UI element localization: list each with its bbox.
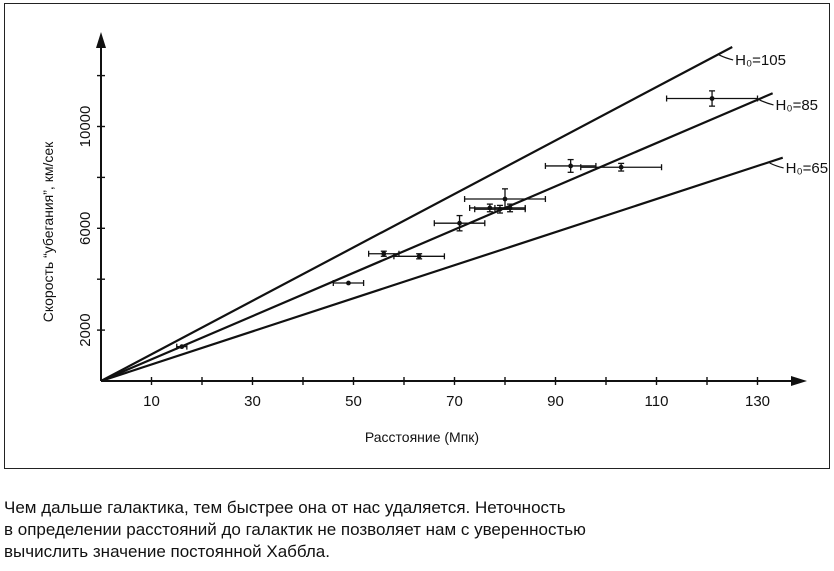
- line-label-pointer: [760, 100, 774, 105]
- point-marker: [179, 344, 184, 349]
- data-point: [394, 253, 445, 259]
- x-tick-label: 30: [244, 393, 261, 410]
- hubble-line: [101, 158, 783, 381]
- point-marker: [346, 281, 351, 286]
- point-marker: [381, 251, 386, 256]
- figure-frame: [4, 3, 830, 469]
- point-marker: [619, 165, 624, 170]
- x-axis-label: Расстояние (Мпк): [364, 429, 480, 445]
- y-axis-label: Скорость “убегания”, км/сек: [40, 141, 56, 323]
- data-point: [667, 91, 758, 106]
- data-point: [434, 216, 485, 231]
- data-point: [465, 189, 546, 209]
- point-marker: [710, 96, 715, 101]
- axes: [96, 32, 807, 386]
- point-marker: [457, 221, 462, 226]
- point-marker: [417, 254, 422, 259]
- point-marker: [568, 164, 573, 169]
- line-label: H₀=105: [735, 51, 786, 69]
- data-point: [333, 280, 363, 286]
- data-point: [545, 160, 596, 173]
- point-marker: [508, 206, 513, 211]
- y-tick-label: 2000: [77, 313, 94, 347]
- x-tick-label: 110: [644, 393, 669, 410]
- hubble-lines: [101, 47, 828, 381]
- x-axis-arrow: [791, 376, 807, 386]
- y-tick-label: 6000: [77, 211, 94, 245]
- figure-caption: [4, 497, 830, 563]
- data-point: [475, 205, 526, 213]
- y-axis-arrow: [96, 32, 106, 48]
- hubble-line: [101, 47, 732, 381]
- line-label-pointer: [770, 163, 784, 168]
- x-tick-label: 90: [547, 393, 564, 410]
- caption-line: Чем дальше галактика, тем быстрее она от нас удаляется. Неточность: [4, 498, 566, 517]
- y-tick-label: 10000: [77, 105, 94, 148]
- line-label: H₀=65: [785, 159, 829, 177]
- line-label: H₀=85: [775, 96, 819, 114]
- point-marker: [503, 197, 508, 202]
- caption-line: вычислить значение постоянной Хаббла.: [4, 542, 330, 561]
- hubble-line: [101, 93, 773, 381]
- x-tick-label: 50: [345, 393, 362, 410]
- hubble-chart: [5, 4, 831, 470]
- x-tick-label: 10: [143, 393, 160, 410]
- line-label-pointer: [719, 55, 733, 60]
- caption-line: в определении расстояний до галактик не позволяет нам с уверенностью: [4, 520, 586, 539]
- x-tick-label: 70: [446, 393, 463, 410]
- x-tick-label: 130: [744, 393, 771, 410]
